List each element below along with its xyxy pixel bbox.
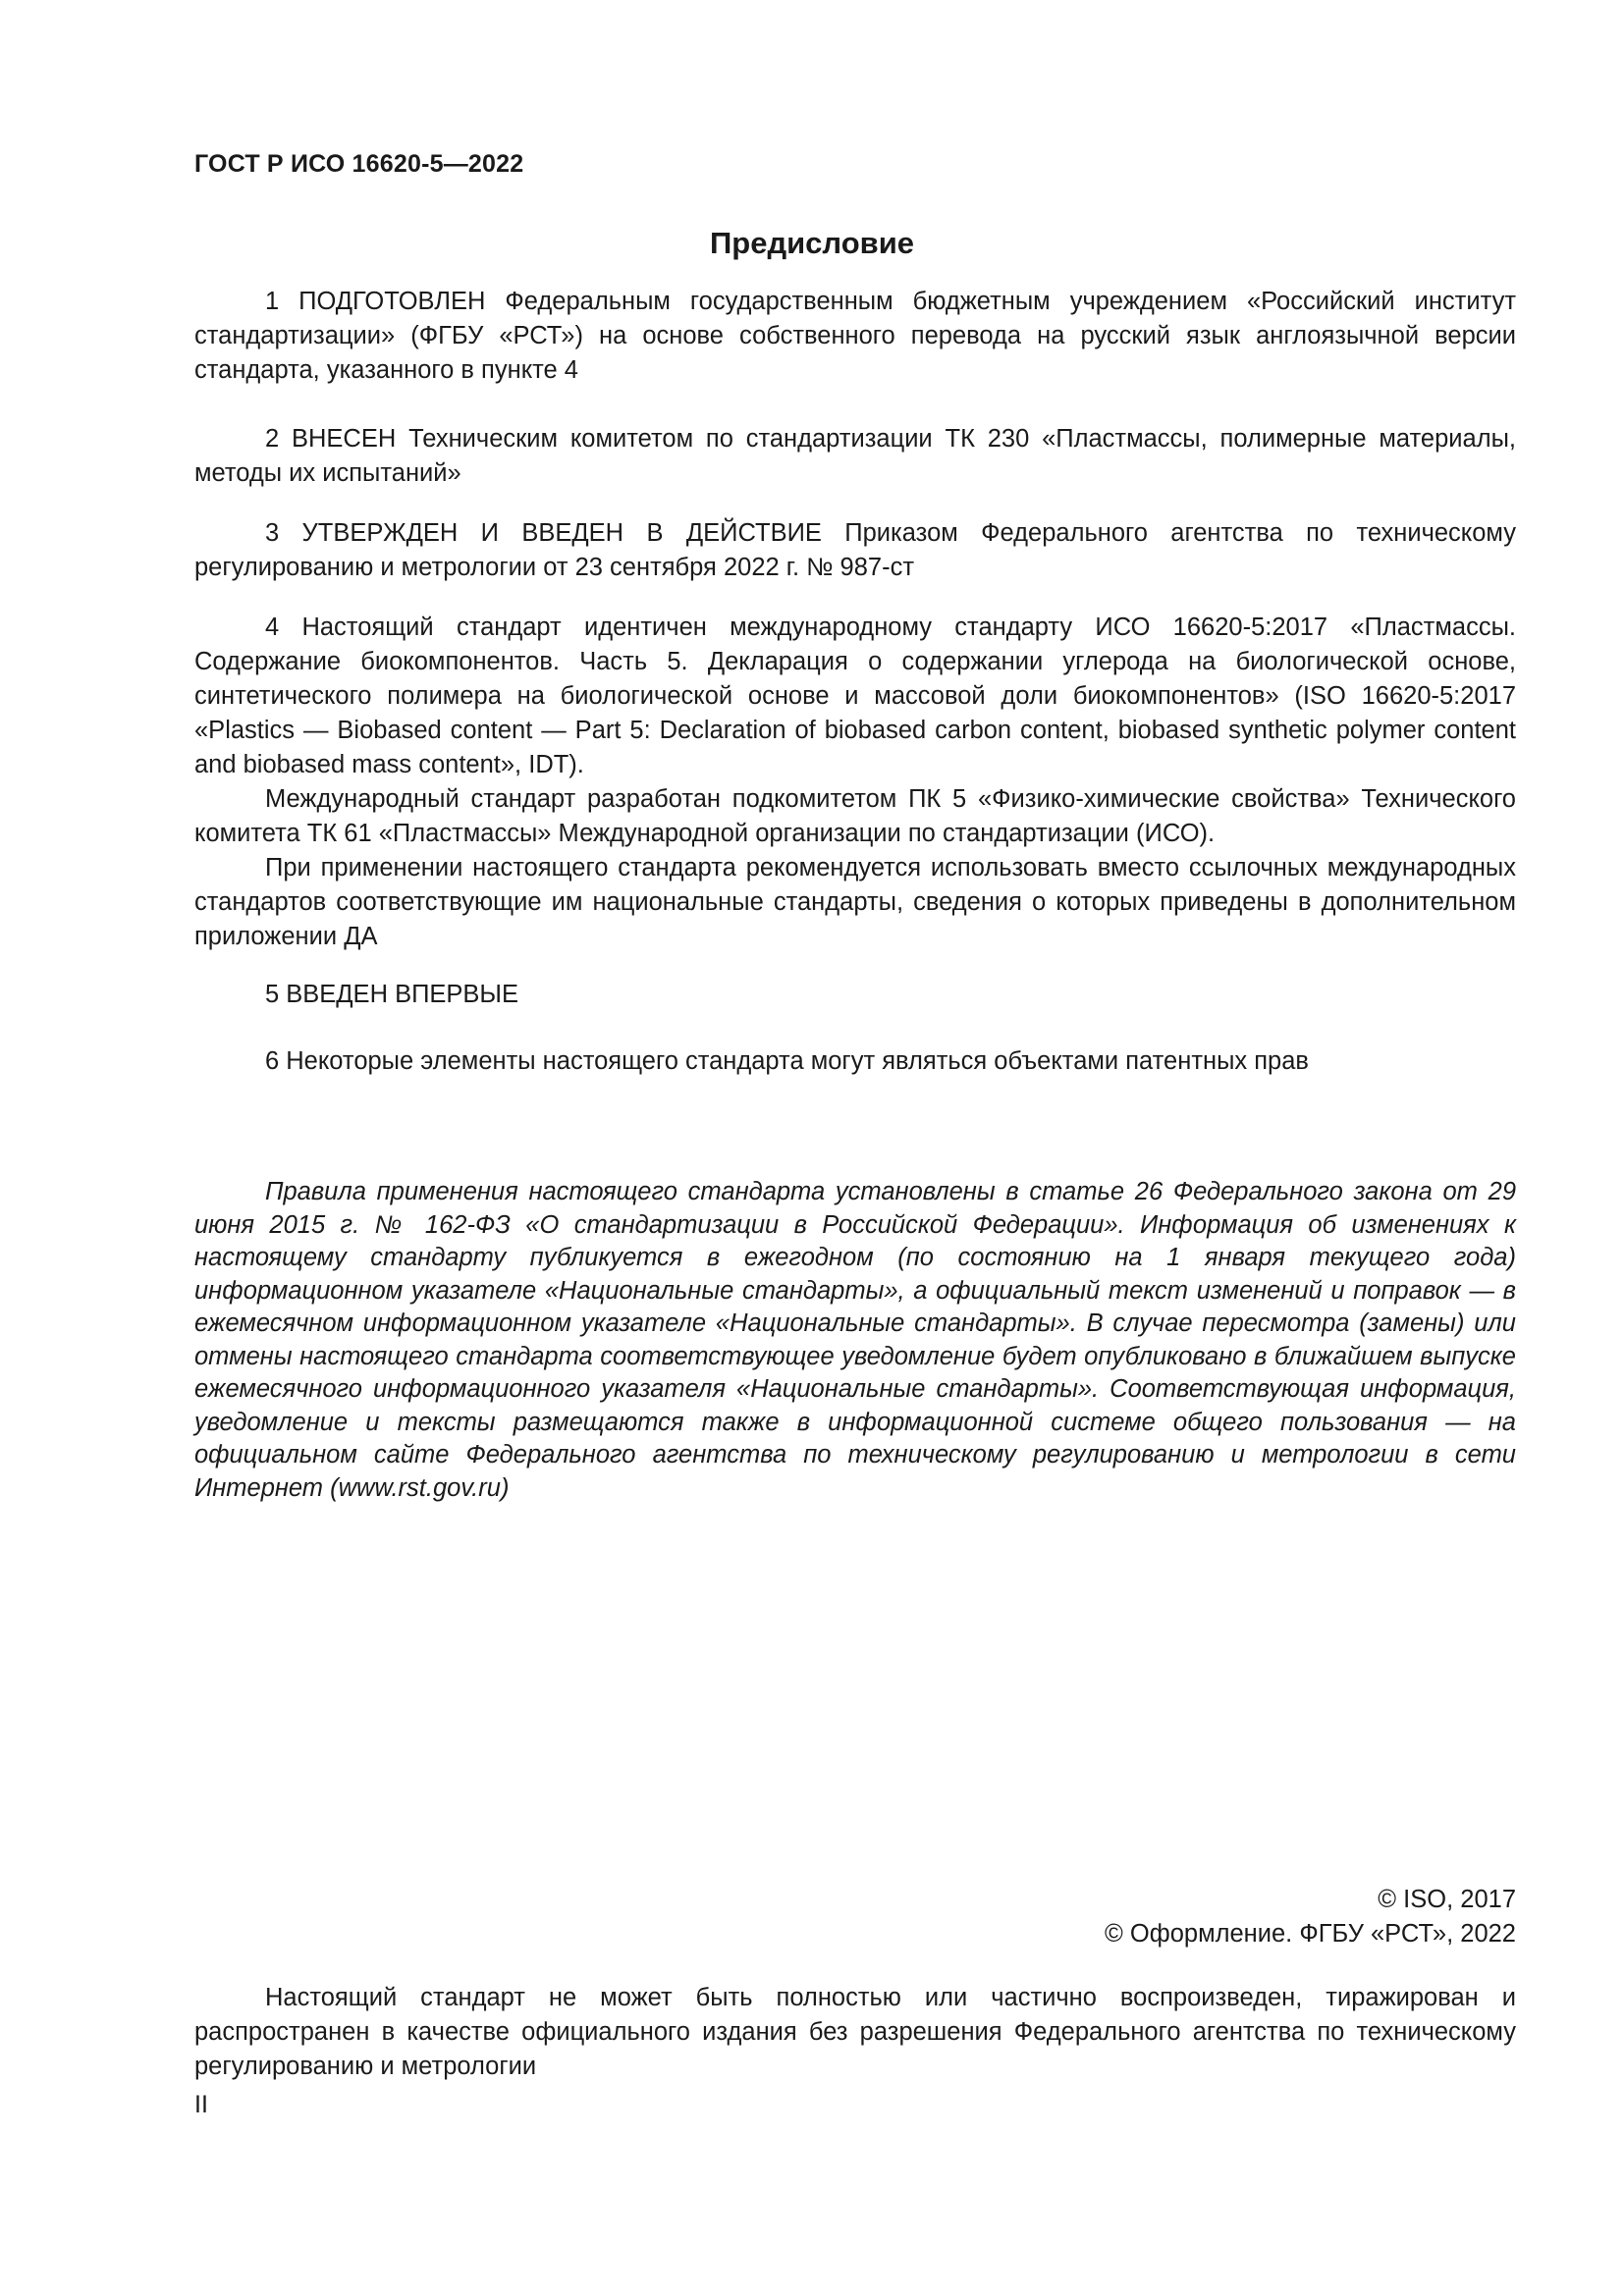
notice-text: Правила применения настоящего стандарта установлены в статье 26 Федерального закона от 29 июня 2015 г. № 162-ФЗ «О стандартизации в Российской Федерации». Информация об изменениях к настоящему стандарту публикуется в ежегодном (по состоянию на 1 января текущего года) информационном указателе «Национальные стандарты», а официальный текст изменений и поправок — в ежемесячном информационном указателе «Национальные стандарты». В случае пересмотра (замены) или отмены настоящего стандарта соответствующее уведомление будет опубликовано в ближайшем выпуске ежемесячного информационного указателя «Национальные стандарты». Соответствующая информация, уведомление и тексты размещаются также в информационной системе общего пользования — на официальном сайте Федерального агентства по техническому регулированию и метрологии в сети Интернет (www.rst.gov.ru): [194, 1178, 1516, 1502]
foreword-item-3: [194, 516, 1516, 585]
copyright-iso: © ISO, 2017: [1378, 1886, 1516, 1913]
foreword-item-4-text: 4 Настоящий стандарт идентичен международному стандарту ИСО 16620-5:2017 «Пластмассы. Содержание биокомпонентов. Часть 5. Декларация о содержании углерода на биологической основе, синтетического полимера на биологической основе и массовой доли биокомпонентов» (ISO 16620-5:2017 «Plastics — Biobased content — Part 5: Declaration of biobased carbon content, biobased synthetic polymer content and biobased mass content», IDT).: [194, 614, 1516, 778]
foreword-item-1: [194, 285, 1516, 388]
foreword-item-2-text: 2 ВНЕСЕН Техническим комитетом по стандартизации ТК 230 «Пластмассы, полимерные материалы, методы их испытаний»: [194, 425, 1516, 487]
copyright-design: © Оформление. ФГБУ «РСТ», 2022: [1105, 1920, 1516, 1948]
page-title: Предисловие: [709, 226, 914, 260]
foreword-item-6-text: 6 Некоторые элементы настоящего стандарта могут являться объектами патентных прав: [265, 1047, 1309, 1075]
document-code: ГОСТ Р ИСО 16620-5—2022: [194, 150, 524, 178]
foreword-item-5-text: 5 ВВЕДЕН ВПЕРВЫЕ: [265, 981, 519, 1008]
foreword-item-2: [194, 422, 1516, 491]
foreword-item-4-application: При применении настоящего стандарта рекомендуется использовать вместо ссылочных международных стандартов соответствующие им национальные стандарты, сведения о которых приведены в дополнительном приложении ДА: [194, 854, 1516, 950]
foreword-item-6: [194, 1044, 1516, 1079]
application-rules-notice: [194, 1176, 1516, 1505]
foreword-item-1-text: 1 ПОДГОТОВЛЕН Федеральным государственным бюджетным учреждением «Российский институт стандартизации» (ФГБУ «РСТ») на основе собственного перевода на русский язык англоязычной версии стандарта, указанного в пункте 4: [194, 288, 1516, 384]
reproduction-notice: [194, 1981, 1516, 2084]
foreword-item-4: [194, 611, 1516, 954]
foreword-item-3-text: 3 УТВЕРЖДЕН И ВВЕДЕН В ДЕЙСТВИЕ Приказом Федерального агентства по техническому регулированию и метрологии от 23 сентября 2022 г. № 987-ст: [194, 519, 1516, 581]
foreword-item-5: [194, 978, 1516, 1012]
copyright-block: [1105, 1883, 1516, 1951]
reproduction-text: Настоящий стандарт не может быть полностью или частично воспроизведен, тиражирован и распространен в качестве официального издания без разрешения Федерального агентства по техническому регулированию и метрологии: [194, 1984, 1516, 2080]
foreword-item-4-developer: Международный стандарт разработан подкомитетом ПК 5 «Физико-химические свойства» Технического комитета ТК 61 «Пластмассы» Международной организации по стандартизации (ИСО).: [194, 785, 1516, 847]
page-number: II: [194, 2091, 208, 2118]
